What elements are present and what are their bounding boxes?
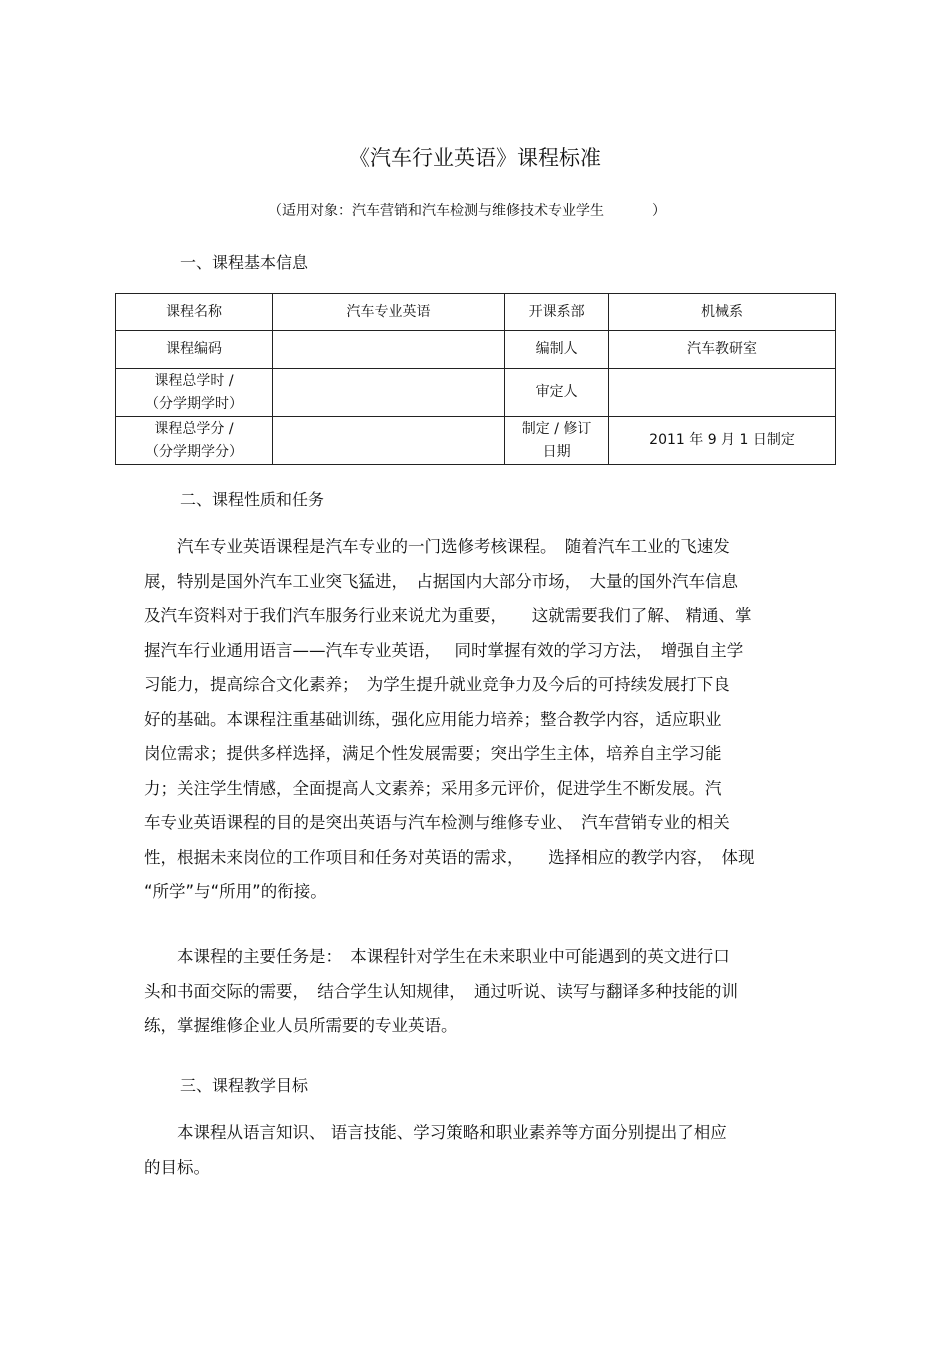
document-subtitle bbox=[268, 200, 666, 220]
section1-heading: 一、课程基本信息 bbox=[180, 253, 309, 272]
document-title: 《汽车行业英语》课程标准 bbox=[349, 146, 601, 170]
text-line: 好的基础。本课程注重基础训练，强化应用能力培养；整合教学内容，适应职业 bbox=[144, 709, 722, 729]
table-cell bbox=[116, 417, 273, 465]
table-cell bbox=[272, 331, 504, 369]
section3-heading: 三、课程教学目标 bbox=[180, 1076, 309, 1095]
text-line: 汽车专业英语课程是汽车专业的一门选修考核课程。 随着汽车工业的飞速发 bbox=[144, 537, 730, 556]
table-cell: 汽车教研室 bbox=[609, 331, 836, 369]
table-cell: 审定人 bbox=[505, 369, 609, 417]
text-line: 及汽车资料对于我们汽车服务行业来说尤为重要， 这就需要我们了解、 精通、掌 bbox=[144, 606, 752, 625]
cell-line: 日期 bbox=[542, 443, 571, 460]
text-line: 本课程从语言知识、 语言技能、学习策略和职业素养等方面分别提出了相应 bbox=[144, 1123, 727, 1142]
table-row bbox=[116, 294, 836, 331]
table-cell bbox=[505, 417, 609, 465]
text-line: 力；关注学生情感，全面提高人文素养；采用多元评价，促进学生不断发展。汽 bbox=[144, 778, 722, 798]
cell-line: （分学期学时） bbox=[144, 395, 243, 412]
table-cell: 机械系 bbox=[609, 294, 836, 331]
text-line: 的目标。 bbox=[144, 1157, 210, 1177]
text-line: 车专业英语课程的目的是突出英语与汽车检测与维修专业、 汽车营销专业的相关 bbox=[144, 813, 730, 832]
cell-line: 制定 / 修订 bbox=[521, 420, 592, 437]
text-line: 本课程的主要任务是： 本课程针对学生在未来职业中可能遇到的英文进行口 bbox=[144, 947, 730, 966]
text-line: 习能力，提高综合文化素养； 为学生提升就业竞争力及今后的可持续发展打下良 bbox=[144, 675, 730, 694]
section3-paragraph bbox=[144, 1116, 727, 1185]
text-line: “所学”与“所用”的衔接。 bbox=[144, 882, 327, 901]
table-cell bbox=[272, 417, 504, 465]
course-info-table bbox=[115, 293, 836, 465]
cell-line: 课程总学时 / bbox=[154, 372, 234, 389]
table-row bbox=[116, 331, 836, 369]
table-cell: 2011 年 9 月 1 日制定 bbox=[609, 417, 836, 465]
text-line: 握汽车行业通用语言——汽车专业英语， 同时掌握有效的学习方法， 增强自主学 bbox=[144, 640, 744, 660]
table-row bbox=[116, 417, 836, 465]
cell-line: 课程总学分 / bbox=[154, 420, 234, 437]
table-cell bbox=[116, 369, 273, 417]
text-line: 展，特别是国外汽车工业突飞猛进， 占据国内大部分市场， 大量的国外汽车信息 bbox=[144, 571, 738, 591]
text-line: 岗位需求；提供多样选择，满足个性发展需要；突出学生主体，培养自主学习能 bbox=[144, 744, 722, 763]
cell-line: （分学期学分） bbox=[144, 443, 243, 460]
subtitle-text: （适用对象：汽车营销和汽车检测与维修技术专业学生 bbox=[268, 203, 604, 219]
section2-heading: 二、课程性质和任务 bbox=[180, 490, 325, 509]
table-cell: 课程编码 bbox=[116, 331, 273, 369]
table-row bbox=[116, 369, 836, 417]
table-cell bbox=[272, 369, 504, 417]
text-line: 性，根据未来岗位的工作项目和任务对英语的需求， 选择相应的教学内容， 体现 bbox=[144, 847, 755, 867]
table-cell: 课程名称 bbox=[116, 294, 273, 331]
subtitle-close: ） bbox=[652, 203, 666, 219]
text-line: 练，掌握维修企业人员所需要的专业英语。 bbox=[144, 1016, 458, 1035]
table-cell: 编制人 bbox=[505, 331, 609, 369]
table-cell: 汽车专业英语 bbox=[272, 294, 504, 331]
section2-paragraph-2 bbox=[144, 940, 738, 1044]
table-cell: 开课系部 bbox=[505, 294, 609, 331]
text-line: 头和书面交际的需要， 结合学生认知规律， 通过听说、读写与翻译多种技能的训 bbox=[144, 981, 738, 1001]
section2-paragraph-1 bbox=[144, 530, 755, 910]
table-cell bbox=[609, 369, 836, 417]
